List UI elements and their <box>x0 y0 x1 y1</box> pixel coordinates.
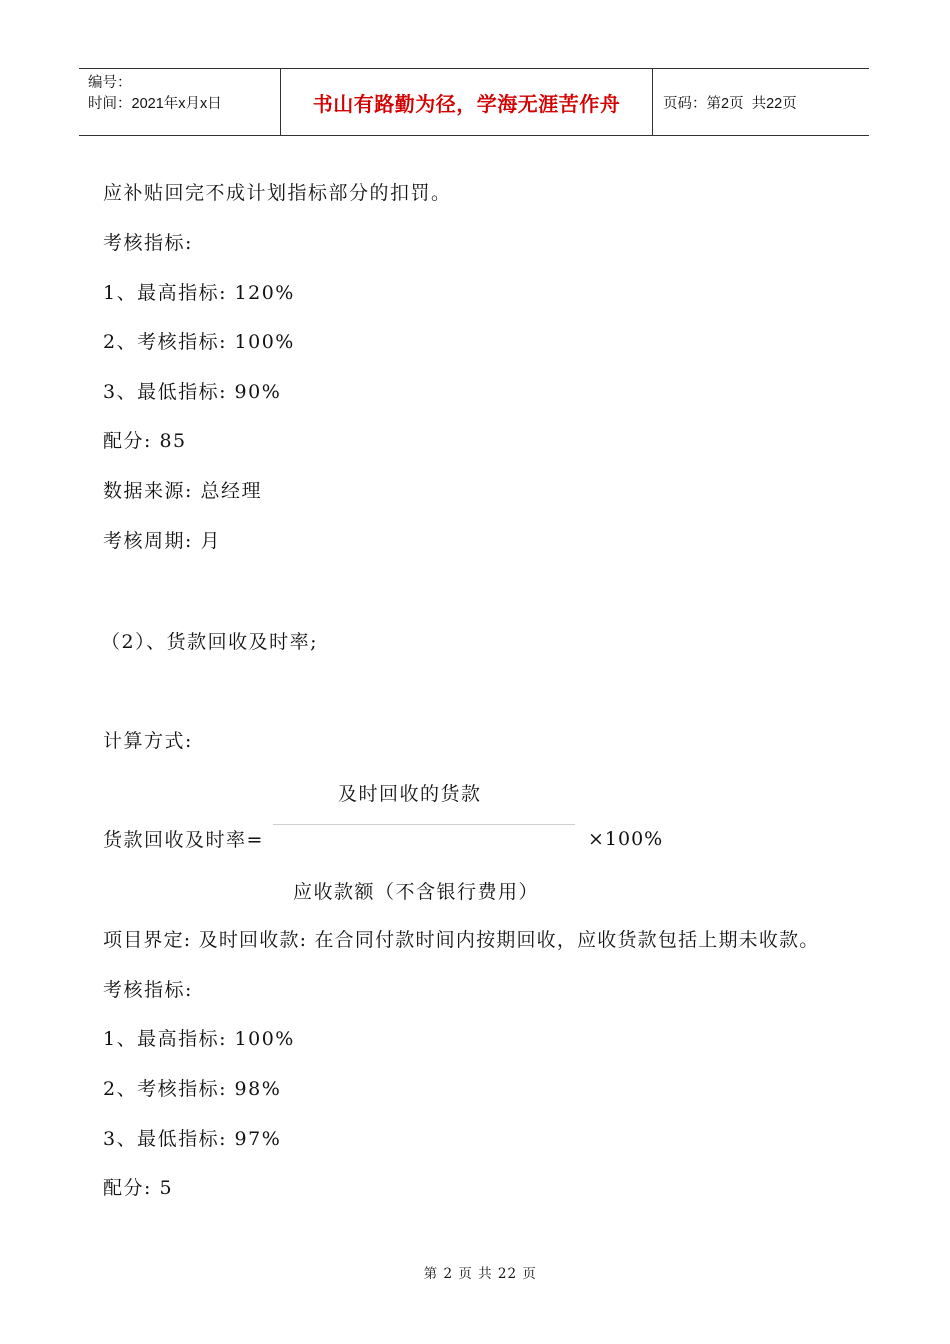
document-header <box>79 68 869 136</box>
page-footer <box>0 1246 950 1282</box>
calc-method-label: 计算方式: <box>103 730 193 752</box>
header-page-info: 页码：第2页 共22页 <box>663 95 797 112</box>
period-line: 考核周期: 月 <box>103 530 221 552</box>
section-heading: （2）、货款回收及时率; <box>101 631 318 653</box>
footer-page-number: 第 2 页 共 22 页 <box>423 1266 537 1282</box>
indicator-target-2: 2、考核指标: 98% <box>103 1078 282 1100</box>
formula-numerator: 及时回收的货款 <box>338 783 482 805</box>
header-motto: 书山有路勤为径，学海无涯苦作舟 <box>281 69 653 135</box>
text-line-penalty: 应补贴回完不成计划指标部分的扣罚。 <box>103 182 452 204</box>
formula-left: 货款回收及时率= <box>103 829 264 851</box>
formula-multiplier: ×100% <box>588 828 664 850</box>
time-label: 时间：2021年x月x日 <box>88 96 222 112</box>
header-page-info-cell <box>653 69 869 135</box>
indicators-title: 考核指标: <box>103 232 193 254</box>
data-source-line: 数据来源: 总经理 <box>103 480 262 502</box>
definition-line: 项目界定: 及时回收款: 在合同付款时间内按期回收，应收货款包括上期未收款。 <box>103 929 820 951</box>
score-line-2: 配分: 5 <box>103 1177 174 1199</box>
indicator-target: 2、考核指标: 100% <box>103 331 295 353</box>
fraction-bar <box>273 824 575 825</box>
serial-label: 编号： <box>88 75 132 91</box>
indicator-min-2: 3、最低指标: 97% <box>103 1128 282 1150</box>
header-meta-cell <box>79 69 281 135</box>
indicator-min: 3、最低指标: 90% <box>103 381 282 403</box>
indicator-max: 1、最高指标: 120% <box>103 282 295 304</box>
indicators-title-2: 考核指标: <box>103 979 193 1001</box>
score-line: 配分: 85 <box>103 430 187 452</box>
indicator-max-2: 1、最高指标: 100% <box>103 1028 295 1050</box>
formula-denominator: 应收款额（不含银行费用） <box>293 881 540 903</box>
